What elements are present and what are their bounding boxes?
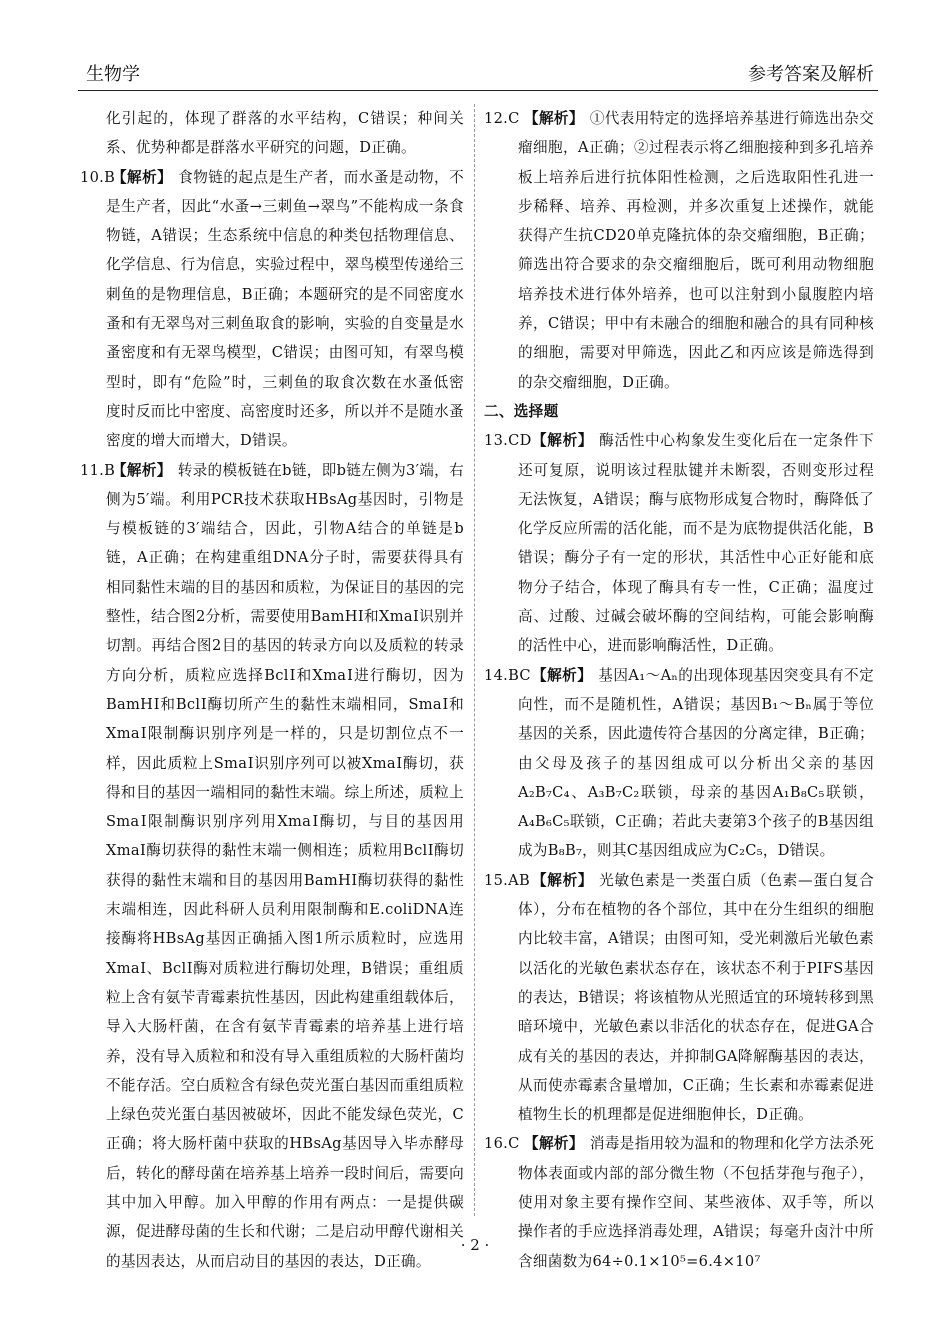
subject-title: 生物学	[86, 64, 140, 85]
analysis-tag: 【解析】	[112, 168, 173, 186]
continuation-text: 化引起的，体现了群落的水平结构，C错误；种间关系、优势种都是群落水平研究的问题，D正确。	[106, 110, 464, 157]
analysis-tag: 【解析】	[524, 110, 584, 127]
analysis-tag: 【解析】	[532, 871, 594, 889]
analysis-tag: 【解析】	[524, 1135, 584, 1153]
section-title: 二、选择题	[484, 402, 559, 420]
answer-14	[484, 661, 874, 866]
left-column	[80, 104, 464, 1276]
answer-10	[80, 163, 464, 456]
answer-13	[484, 426, 874, 660]
answer-12	[484, 104, 874, 397]
answer-number: 10.B	[80, 168, 116, 186]
analysis-tag: 【解析】	[532, 432, 594, 450]
answer-number: 15.AB	[484, 871, 530, 889]
answer-number: 12.C	[484, 110, 520, 127]
answer-text: 光敏色素是一类蛋白质（色素—蛋白复合体），分布在植物的各个部位，其中在分生组织的细胞内比较丰富，A错误；由图可知，受光刺激后光敏色素以活化的光敏色素状态存在，该状态不利于PIFS基因的表达，B错误；将该植物从光照适宜的环境转移到黑暗环境中，光敏色素以非活化的状态存在，促进GA合成有关的基因的表达，并抑制GA降解酶基因的表达，从而使赤霉素含量增加，C正确；生长素和赤霉素促进植物生长的机理都是促进细胞伸长，D正确。	[518, 871, 875, 1124]
right-column	[484, 104, 874, 1276]
answer-11	[80, 456, 464, 1276]
document-type: 参考答案及解析	[748, 64, 874, 85]
answer-text: ①代表用特定的选择培养基进行筛选出杂交瘤细胞，A正确；②过程表示将乙细胞接种到多孔培养板上培养后进行抗体阳性检测，之后选取阳性孔进一步稀释、培养、再检测，并多次重复上述操作，就能获得产生抗CD20单克隆抗体的杂交瘤细胞，B正确；筛选出符合要求的杂交瘤细胞后，既可利用动物细胞培养技术进行体外培养，也可以注射到小鼠腹腔内培养，C错误；甲中有未融合的细胞和融合的具有同种核的细胞，需要对甲筛选，因此乙和丙应该是筛选得到的杂交瘤细胞，D正确。	[518, 110, 875, 391]
analysis-tag: 【解析】	[532, 666, 593, 684]
answer-text: 转录的模板链在b链，即b链左侧为3′端，右侧为5′端。利用PCR技术获取HBsAg基因时，引物是与模板链的3′端结合，因此，引物A结合的单链是b链，A正确；在构建重组DNA分子时，需要获得具有相同黏性末端的目的基因和质粒，为保证目的基因的完整性，结合图2分析，需要使用BamHⅠ和XmaⅠ识别并切割。再结合图2目的基因的转录方向以及质粒的转录方向分析，质粒应选择BclⅠ和XmaⅠ进行酶切，因为BamHⅠ和BclⅠ酶切所产生的黏性末端相同，SmaⅠ和XmaⅠ限制酶识别序列是一样的，只是切割位点不一样，因此质粒上SmaⅠ识别序列可以被XmaⅠ酶切，获得和目的基因一端相同的黏性末端。综上所述，质粒上SmaⅠ限制酶识别序列用XmaⅠ酶切，与目的基因用XmaⅠ酶切获得的黏性末端一侧相连；质粒用BclⅠ酶切获得的黏性末端和目的基因用BamHⅠ酶切获得的黏性末端相连，因此科研人员利用限制酶和E.coliDNA连接酶将HBsAg基因正确插入图1所示质粒时，应选用XmaⅠ、BclⅠ酶对质粒进行酶切处理，B错误；重组质粒上含有氨苄青霉素抗性基因，因此构建重组载体后，导入大肠杆菌，在含有氨苄青霉素的培养基上进行培养，没有导入质粒和和没有导入重组质粒的大肠杆菌均不能存活。空白质粒含有绿色荧光蛋白基因而重组质粒上绿色荧光蛋白基因被破坏，因此不能发绿色荧光，C正确；将大肠杆菌中获取的HBsAg基因导入毕赤酵母后，转化的酵母菌在培养基上培养一段时间后，需要向其中加入甲醇。加入甲醇的作用有两点：一是提供碳源，促进酵母菌的生长和代谢；二是启动甲醇代谢相关的基因表达，从而启动目的基因的表达，D正确。	[106, 461, 464, 1270]
answer-number: 14.BC	[484, 666, 531, 684]
answer-text: 消毒是指用较为温和的物理和化学方法杀死物体表面或内部的部分微生物（不包括芽孢与孢子），使用对象主要有操作空间、某些液体、双手等，所以操作者的手应选择消毒处理，A错误；每毫升卤汁中所含细菌数为64÷0.1×10⁵=6.4×10⁷	[518, 1135, 875, 1270]
page-header	[78, 56, 878, 91]
answer-text: 基因A₁～Aₙ的出现体现基因突变具有不定向性，而不是随机性，A错误；基因B₁～Bₙ属于等位基因的关系，因此遗传符合基因的分离定律，B正确；由父母及孩子的基因组成可以分析出父亲的基因A₂B₇C₄、A₃B₇C₂联锁，母亲的基因A₁B₈C₅联锁，A₄B₆C₅联锁，C正确；若此夫妻第3个孩子的B基因组成为B₈B₇，则其C基因组成应为C₂C₅，D错误。	[518, 666, 874, 860]
page-number: · 2 ·	[460, 1236, 490, 1254]
answer-15	[484, 866, 874, 1130]
column-divider	[474, 104, 475, 1216]
answer-text: 食物链的起点是生产者，而水蚤是动物，不是生产者，因此“水蚤→三刺鱼→翠鸟”不能构成一条食物链，A错误；生态系统中信息的种类包括物理信息、化学信息、行为信息，实验过程中，翠鸟模型传递给三刺鱼的是物理信息，B正确；本题研究的是不同密度水蚤和有无翠鸟对三刺鱼取食的影响，实验的自变量是水蚤密度和有无翠鸟模型，C错误；由图可知，有翠鸟模型时，即有“危险”时，三刺鱼的取食次数在水蚤低密度时反而比中密度、高密度时还多，所以并不是随水蚤密度的增大而增大，D错误。	[106, 168, 464, 450]
analysis-tag: 【解析】	[112, 461, 172, 479]
answer-number: 13.CD	[484, 432, 532, 450]
answer-number: 16.C	[484, 1135, 520, 1153]
answer-text: 酶活性中心构象发生变化后在一定条件下还可复原，说明该过程肽键并未断裂，否则变形过程无法恢复，A错误；酶与底物形成复合物时，酶降低了化学反应所需的活化能，而不是为底物提供活化能，B错误；酶分子有一定的形状，其活性中心正好能和底物分子结合，体现了酶具有专一性，C正确；温度过高、过酸、过碱会破坏酶的空间结构，可能会影响酶的活性中心，进而影响酶活性，D正确。	[518, 432, 875, 655]
answer-number: 11.B	[80, 461, 116, 479]
